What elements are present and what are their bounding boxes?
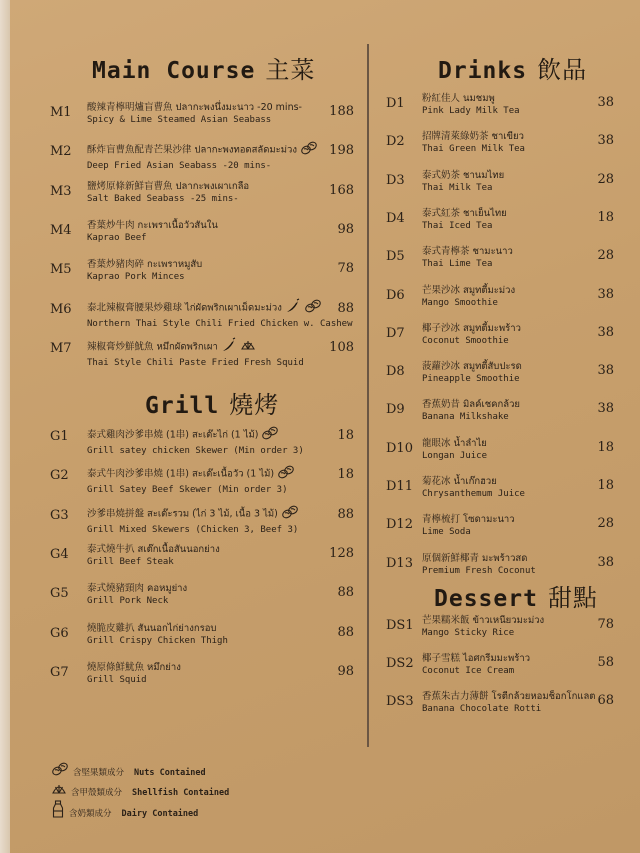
allergen-legend <box>48 760 229 820</box>
nuts-icon <box>304 298 322 318</box>
item-name-local <box>422 169 582 182</box>
menu-item <box>386 614 614 644</box>
item-name-local-text: 燒原條鮮魷魚 หมึกย่าง <box>87 661 181 673</box>
item-description <box>422 475 582 501</box>
item-description <box>87 180 319 206</box>
legend-label-en: Shellfish Contained <box>132 788 230 798</box>
item-description <box>422 398 582 424</box>
item-name-local-text: 椰子雪糕 ไอศกรีมมะพร้าว <box>422 653 531 664</box>
item-name-en: Longan Juice <box>422 450 488 461</box>
item-name-local-text: 泰式燒牛扒 สเต๊กเนื้อสันนอกย่าง <box>87 543 220 555</box>
nuts-icon <box>281 504 299 524</box>
item-name-local <box>87 661 319 674</box>
item-price: 18 <box>597 439 614 455</box>
item-code: D11 <box>386 479 413 494</box>
item-description <box>87 543 319 569</box>
item-code: D13 <box>386 555 413 571</box>
item-description <box>422 552 582 578</box>
item-name-en: Deep Fried Asian Seabass -20 mins- <box>87 161 272 172</box>
item-name-en: Kaprao Pork Minces <box>87 272 185 283</box>
menu-item <box>50 543 354 573</box>
menu-item <box>50 425 354 455</box>
item-name-local <box>422 360 582 373</box>
legend-label-en: Dairy Contained <box>121 808 199 819</box>
item-name-local <box>422 614 582 627</box>
item-price: 128 <box>329 545 354 561</box>
item-price: 98 <box>337 663 354 679</box>
item-code: D8 <box>386 364 405 380</box>
item-description <box>87 219 319 245</box>
item-code: G2 <box>50 468 69 484</box>
item-description <box>422 207 582 233</box>
item-name-local-text: 椰子沙冰 สมูทตี้มะพร้าว <box>422 322 521 334</box>
item-name-local-text: 泰式奶茶 ชานมไทย <box>422 169 505 181</box>
item-price: 88 <box>337 506 354 522</box>
item-price: 18 <box>337 467 354 483</box>
legend-label-en: Nuts Contained <box>134 768 206 778</box>
item-name-local <box>422 475 582 488</box>
item-name-en: Mango Smoothie <box>422 297 498 308</box>
grill-heading: Grill 燒烤 <box>145 391 280 419</box>
column-divider <box>367 44 369 747</box>
item-name-en: Premium Fresh Coconut <box>422 565 536 576</box>
menu-item <box>50 180 354 210</box>
item-code: D10 <box>386 440 413 456</box>
item-name-local <box>422 652 582 665</box>
item-code: DS1 <box>386 618 414 633</box>
item-name-local-text: 粉紅佳人 นมชมพู <box>422 93 495 104</box>
item-price: 78 <box>337 261 354 277</box>
item-name-en: Banana Chocolate Rotti <box>422 704 542 714</box>
menu-item <box>386 652 614 682</box>
item-name-local-text: 菊花冰 น้ำเก๊กฮวย <box>422 476 497 487</box>
menu-item <box>386 360 614 390</box>
item-name-local-text: 招牌清萊綠奶茶 ชาเขียว <box>422 131 524 143</box>
item-name-local-text: 泰式雞肉沙爹串燒 (1串) สะเต๊ะไก่ (1 ไม้) <box>87 429 259 441</box>
item-name-local-text: 菠蘿沙冰 สมูทตี้สับปะรด <box>422 361 522 373</box>
item-name-en: Grill Crispy Chicken Thigh <box>87 635 228 646</box>
drinks-heading: Drinks 飲品 <box>438 56 588 84</box>
dessert-heading: Dessert 甜點 <box>434 584 598 612</box>
item-name-en: Pineapple Smoothie <box>422 374 520 385</box>
legend-row-dairy <box>48 800 229 820</box>
item-description <box>422 437 582 463</box>
item-name-local <box>87 464 319 484</box>
item-name-en: Coconut Smoothie <box>422 335 509 346</box>
item-code: D1 <box>386 96 405 111</box>
menu-item <box>50 258 354 288</box>
item-name-en: Salt Baked Seabass -25 mins- <box>87 193 239 204</box>
item-name-local <box>422 245 582 258</box>
item-price: 98 <box>337 221 354 237</box>
item-code: D6 <box>386 287 405 303</box>
item-price: 18 <box>597 478 614 493</box>
item-name-local-text: 香蕉奶昔 มิลค์เชคกล้วย <box>422 399 520 411</box>
item-name-en: Thai Milk Tea <box>422 182 493 193</box>
item-name-en: Kaprao Beef <box>87 232 147 243</box>
item-description <box>422 284 582 310</box>
item-code: G3 <box>50 507 69 523</box>
item-name-local <box>87 425 319 445</box>
item-code: D7 <box>386 325 405 341</box>
item-name-en: Banana Milkshake <box>422 412 509 423</box>
item-name-local <box>422 513 582 526</box>
item-name-local <box>422 398 582 411</box>
item-price: 38 <box>597 554 614 570</box>
item-name-en: Thai Style Chili Paste Fried Fresh Squid <box>87 357 304 368</box>
item-name-en: Coconut Ice Cream <box>422 666 515 676</box>
item-name-local <box>422 437 582 450</box>
main-course-heading: Main Course 主菜 <box>92 56 316 84</box>
item-description <box>422 92 582 118</box>
item-name-local <box>422 207 582 220</box>
item-name-local <box>87 219 319 232</box>
item-name-local-text: 芒果沙冰 สมูทตี้มะม่วง <box>422 284 516 296</box>
item-code: G4 <box>50 546 69 562</box>
legend-label-zh: 含甲殼類成分 <box>71 788 123 798</box>
legend-row-nuts <box>48 760 229 780</box>
item-description <box>87 622 319 648</box>
item-name-en: Mango Sticky Rice <box>422 628 515 638</box>
item-price: 38 <box>597 363 614 379</box>
item-name-local <box>422 130 582 143</box>
item-description <box>87 101 319 127</box>
menu-item <box>386 690 614 720</box>
item-code: G5 <box>50 586 69 602</box>
menu-item <box>386 322 614 352</box>
item-price: 68 <box>597 693 614 708</box>
item-name-local-text: 芒果糯米飯 ข้าวเหนียวมะม่วง <box>422 615 545 626</box>
menu-item <box>386 398 614 428</box>
item-code: M6 <box>50 301 72 317</box>
item-price: 28 <box>597 516 614 532</box>
item-name-en: Thai Lime Tea <box>422 259 493 270</box>
item-description <box>422 614 582 640</box>
item-name-local-text: 香葉炒豬肉碎 กะเพราหมูสับ <box>87 259 203 271</box>
item-name-local-text: 原個新鮮椰青 มะพร้าวสด <box>422 552 528 564</box>
item-name-en: Grill Squid <box>87 674 147 685</box>
item-name-local-text: 香葉炒牛肉 กะเพราเนื้อวัวสันใน <box>87 219 218 231</box>
menu-item <box>386 475 614 505</box>
item-description <box>87 504 319 537</box>
item-name-en: Thai Iced Tea <box>422 220 493 231</box>
item-name-local-text: 辣椒膏炒鮮魷魚 หมึกผัดพริกเผา <box>87 341 218 353</box>
item-name-local <box>87 622 319 635</box>
item-name-en: Pink Lady Milk Tea <box>422 106 520 116</box>
item-code: D2 <box>386 134 405 150</box>
item-name-local-text: 燒脆皮雞扒 สันนอกไก่ย่างกรอบ <box>87 622 217 634</box>
item-code: M2 <box>50 144 72 160</box>
item-code: DS3 <box>386 694 414 709</box>
item-code: M3 <box>50 183 72 199</box>
item-code: D12 <box>386 517 413 533</box>
item-name-local <box>87 258 319 271</box>
item-name-local <box>87 504 319 524</box>
item-price: 28 <box>597 171 614 187</box>
item-name-en: Grill Beef Steak <box>87 556 174 567</box>
item-description <box>87 464 319 497</box>
item-description <box>422 360 582 386</box>
item-name-local <box>422 284 582 297</box>
legend-row-shellfish <box>48 780 229 800</box>
item-code: D9 <box>386 402 405 418</box>
item-name-en: Grill satey chicken Skewer (Min order 3) <box>87 446 304 456</box>
item-price: 188 <box>329 104 354 119</box>
item-description <box>422 513 582 539</box>
item-price: 18 <box>337 428 354 443</box>
item-name-local-text: 泰式牛肉沙爹串燒 (1串) สะเต๊ะเนื้อวัว (1 ไม้) <box>87 468 275 480</box>
item-code: D3 <box>386 172 405 188</box>
nuts-icon <box>300 140 318 160</box>
item-price: 78 <box>597 617 614 632</box>
menu-item <box>50 101 354 131</box>
item-price: 88 <box>337 585 354 601</box>
item-name-local-text: 泰式青檸茶 ชามะนาว <box>422 246 513 258</box>
item-description <box>422 169 582 195</box>
item-name-local-text: 泰北辣椒膏腰果炒雞球 ไก่ผัดพริกเผาเม็ดมะม่วง <box>87 302 282 313</box>
item-code: D5 <box>386 249 405 265</box>
item-name-local <box>87 582 319 595</box>
item-name-local <box>87 298 319 318</box>
item-price: 18 <box>597 209 614 225</box>
menu-item <box>50 464 354 494</box>
menu-item <box>386 169 614 199</box>
menu-item <box>50 298 354 328</box>
menu-item <box>386 92 614 122</box>
item-price: 38 <box>597 324 614 340</box>
item-name-en: Chrysanthemum Juice <box>422 489 525 499</box>
item-name-en: Thai Green Milk Tea <box>422 144 525 155</box>
item-description <box>422 130 582 156</box>
item-description <box>422 245 582 271</box>
item-description <box>87 140 319 173</box>
item-price: 38 <box>597 133 614 149</box>
item-code: M4 <box>50 222 72 238</box>
menu-item <box>50 337 354 367</box>
item-price: 88 <box>337 624 354 640</box>
item-name-local-text: 沙爹串燒拼盤 สะเต๊ะรวม (ไก่ 3 ไม้, เนื้อ 3 ไม้) <box>87 508 278 520</box>
item-name-local <box>422 322 582 335</box>
menu-item <box>50 504 354 534</box>
item-code: M7 <box>50 340 72 356</box>
item-price: 108 <box>329 339 354 355</box>
menu-item <box>386 245 614 275</box>
item-description <box>87 582 319 608</box>
menu-item <box>386 437 614 467</box>
item-name-local-text: 龍眼冰 น้ำลำไย <box>422 437 487 449</box>
shellfish-icon <box>240 337 256 357</box>
menu-item <box>386 207 614 237</box>
item-name-en: Grill Mixed Skewers (Chicken 3, Beef 3) <box>87 524 299 535</box>
menu-item <box>50 582 354 612</box>
dairy-icon <box>51 800 65 822</box>
nuts-icon <box>261 425 279 445</box>
item-name-local <box>87 180 319 193</box>
item-price: 88 <box>337 300 354 316</box>
item-code: G1 <box>50 429 69 444</box>
item-name-local-text: 泰式燒豬頸肉 คอหมูย่าง <box>87 583 188 595</box>
item-description <box>87 337 319 370</box>
item-name-en: Northern Thai Style Chili Fried Chicken w. Cashew <box>87 318 353 329</box>
item-price: 38 <box>597 401 614 417</box>
menu-item <box>50 622 354 652</box>
item-name-local <box>87 140 319 160</box>
nuts-icon <box>51 761 69 781</box>
item-description <box>422 690 596 716</box>
nuts-icon <box>277 464 295 484</box>
item-description <box>87 425 319 458</box>
item-price: 38 <box>597 95 614 110</box>
menu-item <box>386 513 614 543</box>
item-description <box>422 322 582 348</box>
item-description <box>422 652 582 678</box>
chili-icon <box>285 298 301 318</box>
item-name-local-text: 香蕉朱古力薄餅 โรตีกล้วยหอมช็อกโกแลต <box>422 691 596 702</box>
item-code: G7 <box>50 664 69 680</box>
menu-item <box>386 130 614 160</box>
item-code: M1 <box>50 105 72 120</box>
legend-label-zh: 含奶類成分 <box>69 808 112 819</box>
item-code: DS2 <box>386 656 414 671</box>
item-name-local-text: 青檸梳打 โซดามะนาว <box>422 514 515 526</box>
item-name-en: Lime Soda <box>422 527 471 538</box>
item-description <box>87 661 319 687</box>
item-description <box>87 258 319 284</box>
item-name-local <box>422 92 582 105</box>
item-name-en: Grill Satey Beef Skewer (Min order 3) <box>87 485 288 496</box>
menu-item <box>50 219 354 249</box>
item-price: 38 <box>597 286 614 302</box>
item-name-local-text: 泰式紅茶 ชาเย็นไทย <box>422 207 507 219</box>
item-name-local-text: 酸辣青檸明爐盲曹魚 ปลากะพงนึ่งมะนาว -20 mins- <box>87 102 302 113</box>
shellfish-icon <box>51 781 67 801</box>
item-name-local <box>422 690 596 703</box>
item-price: 198 <box>329 143 354 159</box>
chili-icon <box>221 337 237 357</box>
item-name-local <box>87 337 319 357</box>
item-code: G6 <box>50 625 69 641</box>
item-price: 58 <box>597 655 614 670</box>
menu-item <box>50 140 354 170</box>
item-code: D4 <box>386 210 405 226</box>
item-price: 28 <box>597 248 614 264</box>
item-name-en: Spicy & Lime Steamed Asian Seabass <box>87 115 272 125</box>
menu-item <box>386 284 614 314</box>
item-name-en: Grill Pork Neck <box>87 596 169 607</box>
item-name-local-text: 酥炸盲曹魚配青芒果沙律 ปลากะพงทอดสลัดมะม่วง <box>87 144 297 156</box>
item-price: 168 <box>329 182 354 198</box>
item-name-local <box>422 552 582 565</box>
item-name-local <box>87 101 319 114</box>
legend-label-zh: 含堅果類成分 <box>73 768 125 778</box>
item-name-local <box>87 543 319 556</box>
menu-item <box>50 661 354 691</box>
item-name-local-text: 鹽烤原條新鮮盲曹魚 ปลากะพงเผาเกลือ <box>87 180 250 192</box>
item-code: M5 <box>50 262 72 278</box>
paper-edge <box>0 0 10 853</box>
